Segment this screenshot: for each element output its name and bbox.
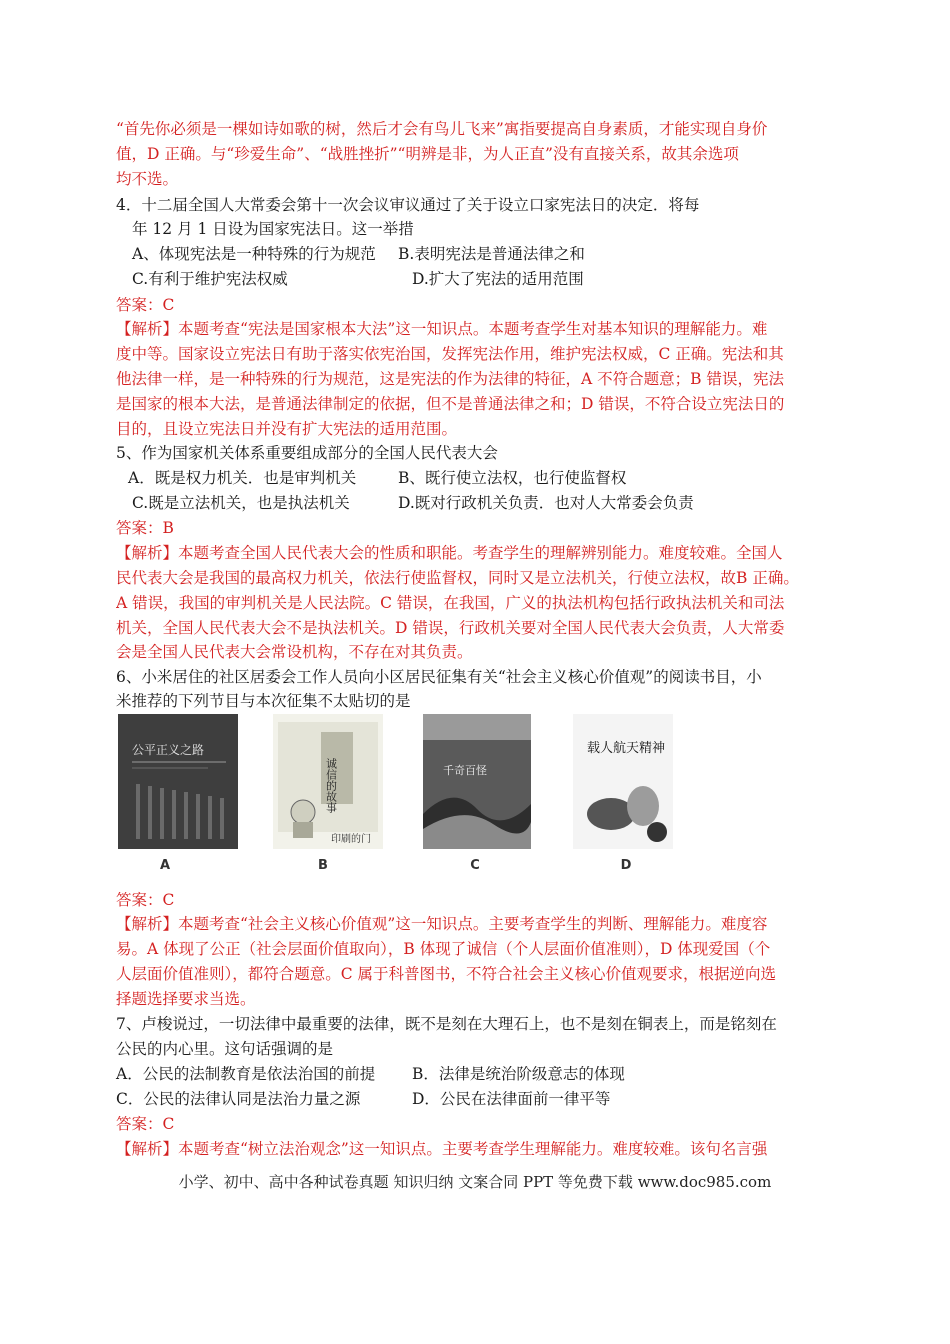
book-c-label: C (470, 858, 480, 873)
page-footer: 小学、初中、高中各种试卷真题 知识归纳 文案合同 PPT 等免费下载 www.doc985.com (178, 1173, 772, 1191)
question-4-option-c: C.有利于维护宪法权威 (132, 270, 288, 288)
question-4-analysis: 是国家的根本大法，是普通法律制定的依据，但不是普通法律之和；D 错误，不符合设立宪法日的 (116, 395, 785, 413)
question-6-answer: 答案：C (116, 891, 175, 909)
question-4-option-a: A、体现宪法是一种特殊的行为规范 (132, 245, 376, 263)
book-cover-a-art (118, 714, 238, 849)
book-cover-c-art (423, 714, 531, 849)
question-4-answer: 答案：C (116, 296, 175, 314)
question-7-analysis: 【解析】本题考查“树立法治观念”这一知识点。主要考查学生理解能力。难度较难。该句名言强 (116, 1140, 768, 1158)
book-cover-d-art (573, 714, 673, 849)
question-4-option-d: D.扩大了宪法的适用范围 (412, 270, 584, 288)
question-6-stem: 米推荐的下列节目与本次征集不太贴切的是 (116, 692, 411, 710)
question-7-option-a: A．公民的法制教育是依法治国的前提 (116, 1065, 376, 1083)
question-7-option-c: C．公民的法律认同是法治力量之源 (116, 1090, 361, 1108)
analysis-line: “首先你必须是一棵如诗如歌的树，然后才会有鸟儿飞来”寓指要提高自身素质，才能实现自身价 (116, 120, 768, 138)
book-cover-b-art (273, 714, 383, 849)
svg-text:印刷的门: 印刷的门 (331, 834, 371, 845)
question-5-analysis: 【解析】本题考查全国人民代表大会的性质和职能。考查学生的理解辨别能力。难度较难。全国人 (116, 544, 783, 562)
book-b-title: 诚信的故事 (324, 758, 338, 813)
book-c-title: 千奇百怪 (443, 764, 487, 777)
book-cover-d (573, 714, 673, 849)
book-b-label: B (318, 858, 328, 873)
question-5-option-c: C.既是立法机关，也是执法机关 (132, 494, 350, 512)
question-4-analysis: 【解析】本题考查“宪法是国家根本大法”这一知识点。本题考查学生对基本知识的理解能力。难 (116, 320, 768, 338)
analysis-line: 值，D 正确。与“珍爱生命”、“战胜挫折”“明辨是非，为人正直”没有直接关系，故其余选项 (116, 145, 739, 163)
question-6-analysis: 人层面价值准则），都符合题意。C 属于科普图书，不符合社会主义核心价值观要求，根据逆向选 (116, 965, 777, 983)
question-7-option-b: B．法律是统治阶级意志的体现 (412, 1065, 625, 1083)
book-cover-b (273, 714, 383, 849)
question-4-stem-cont: 年 12 月 1 日设为国家宪法日。这一举措 (132, 220, 414, 238)
book-cover-a (118, 714, 238, 849)
book-cover-options (118, 714, 718, 884)
question-5-analysis: A 错误，我国的审判机关是人民法院。C 错误，在我国，广义的执法机构包括行政执法机关和司法 (116, 594, 785, 612)
question-7-answer: 答案：C (116, 1115, 175, 1133)
question-5-option-d: D.既对行政机关负责．也对人大常委会负责 (398, 494, 694, 512)
question-4-stem: 4．十二届全国人大常委会第十一次会议审议通过了关于设立口家宪法日的决定．将每 (116, 196, 700, 214)
book-d-title: 载人航天精神 (587, 741, 666, 756)
book-d-label: D (620, 858, 632, 873)
question-6-analysis: 【解析】本题考查“社会主义核心价值观”这一知识点。主要考查学生的判断、理解能力。难度容 (116, 915, 768, 933)
question-5-analysis: 机关，全国人民代表大会不是执法机关。D 错误，行政机关要对全国人民代表大会负责，人大常委 (116, 619, 785, 637)
question-5-stem: 5、作为国家机关体系重要组成部分的全国人民代表大会 (116, 444, 498, 462)
question-4-analysis: 目的，且设立宪法日并没有扩大宪法的适用范围。 (116, 420, 458, 438)
book-cover-c (423, 714, 531, 849)
question-5-option-a: A．既是权力机关．也是审判机关 (128, 469, 357, 487)
question-6-analysis: 择题选择要求当选。 (116, 990, 256, 1008)
question-5-analysis: 会是全国人民代表大会常设机构，不存在对其负责。 (116, 643, 473, 661)
question-5-option-b: B、既行使立法权，也行使监督权 (398, 469, 627, 487)
question-5-answer: 答案：B (116, 519, 174, 537)
question-7-option-d: D．公民在法律面前一律平等 (412, 1090, 611, 1108)
book-a-title: 公平正义之路 (132, 743, 205, 757)
analysis-line: 均不选。 (116, 170, 179, 188)
question-7-stem: 公民的内心里。这句话强调的是 (116, 1040, 334, 1058)
question-4-analysis: 度中等。国家设立宪法日有助于落实依宪治国，发挥宪法作用，维护宪法权威，C 正确。宪法和其 (116, 345, 784, 363)
question-4-option-b: B.表明宪法是普通法律之和 (398, 245, 585, 263)
question-7-stem: 7、卢梭说过，一切法律中最重要的法律，既不是刻在大理石上，也不是刻在铜表上，而是铭刻在 (116, 1015, 777, 1033)
question-5-analysis: 民代表大会是我国的最高权力机关，依法行使监督权，同时又是立法机关，行使立法权，故B 正确。 (116, 569, 799, 587)
question-6-stem: 6、小米居住的社区居委会工作人员向小区居民征集有关“社会主义核心价值观”的阅读书目，小 (116, 668, 762, 686)
book-a-label: A (159, 858, 171, 873)
question-4-analysis: 他法律一样，是一种特殊的行为规范，这是宪法的作为法律的特征，A 不符合题意；B 错误，宪法 (116, 370, 784, 388)
question-6-analysis: 易。A 体现了公正（社会层面价值取向），B 体现了诚信（个人层面价值准则），D 体现爱国（个 (116, 940, 771, 958)
